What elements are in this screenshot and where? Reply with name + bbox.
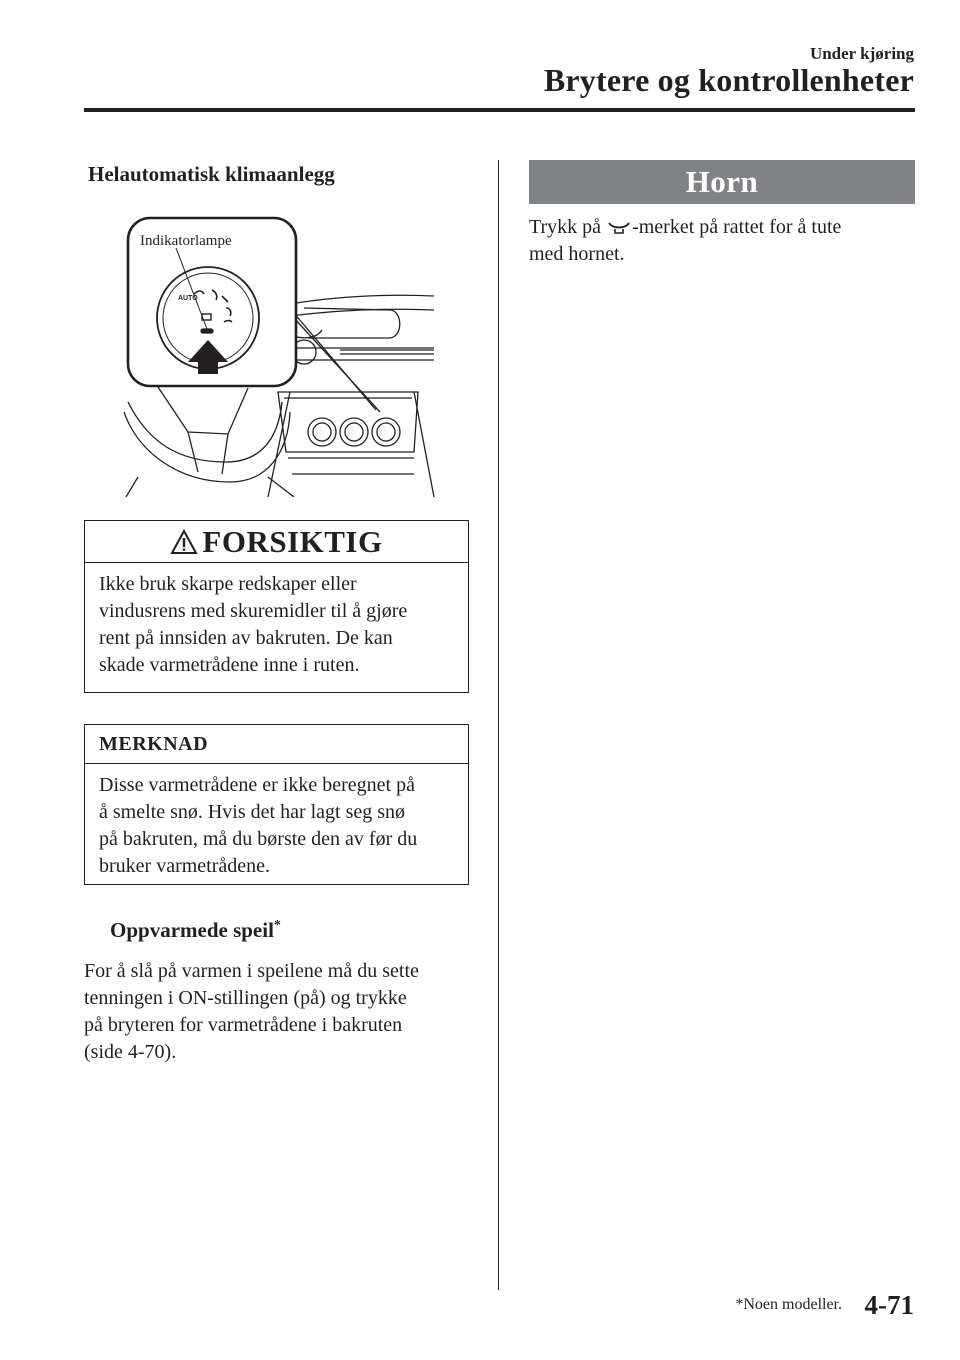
paragraph-line: (side 4-70). — [84, 1041, 177, 1063]
note-box — [84, 724, 469, 885]
page-title: Brytere og kontrollenheter — [543, 62, 914, 98]
section-heading: Helautomatisk klimaanlegg — [88, 162, 335, 186]
caution-box — [84, 520, 469, 693]
page-number: 4-71 — [864, 1290, 914, 1320]
chapter-label: Under kjøring — [809, 44, 914, 63]
caution-text — [85, 563, 468, 679]
note-line: på bakruten, må du børste den av før du — [99, 828, 418, 850]
horn-line-1 — [529, 214, 915, 241]
header-rule — [84, 108, 915, 112]
caution-line: rent på innsiden av bakruten. De kan — [99, 627, 393, 649]
heated-mirrors-paragraph — [84, 958, 484, 1066]
paragraph-line: på bryteren for varmetrådene i bakruten — [84, 1014, 403, 1036]
paragraph-line: For å slå på varmen i speilene må du sette — [84, 960, 419, 982]
footnote: *Noen modeller. — [735, 1296, 842, 1313]
caution-line: Ikke bruk skarpe redskaper eller — [99, 573, 357, 595]
note-line: å smelte snø. Hvis det har lagt seg snø — [99, 801, 406, 823]
horn-text-after: -merket på rattet for å tute — [632, 216, 842, 238]
auto-label: AUTO — [178, 295, 198, 302]
horn-line-2: med hornet. — [529, 243, 625, 265]
note-line: Disse varmetrådene er ikke beregnet på — [99, 774, 415, 796]
paragraph-line: tenningen i ON-stillingen (på) og trykke — [84, 987, 407, 1009]
horn-text-before: Trykk på — [529, 216, 607, 238]
caution-header — [85, 521, 468, 563]
footnote-mark: * — [273, 918, 281, 933]
horn-icon — [607, 221, 631, 235]
note-header — [85, 725, 468, 764]
heated-mirrors-heading — [110, 918, 281, 943]
indicator-lamp-label: Indikatorlampe — [140, 233, 232, 249]
note-title: MERKNAD — [99, 732, 209, 755]
note-line: bruker varmetrådene. — [99, 855, 271, 877]
climate-control-illustration — [118, 212, 440, 497]
horn-section-title: Horn — [529, 160, 915, 204]
column-divider — [498, 160, 499, 1290]
warning-triangle-icon — [170, 528, 198, 556]
heated-mirrors-heading-text: Oppvarmede speil — [110, 918, 274, 942]
caution-line: skade varmetrådene inne i ruten. — [99, 654, 360, 676]
caution-line: vindusrens med skuremidler til å gjøre — [99, 600, 408, 622]
note-text — [85, 764, 468, 880]
caution-title: FORSIKTIG — [202, 523, 383, 559]
horn-paragraph — [529, 214, 915, 268]
